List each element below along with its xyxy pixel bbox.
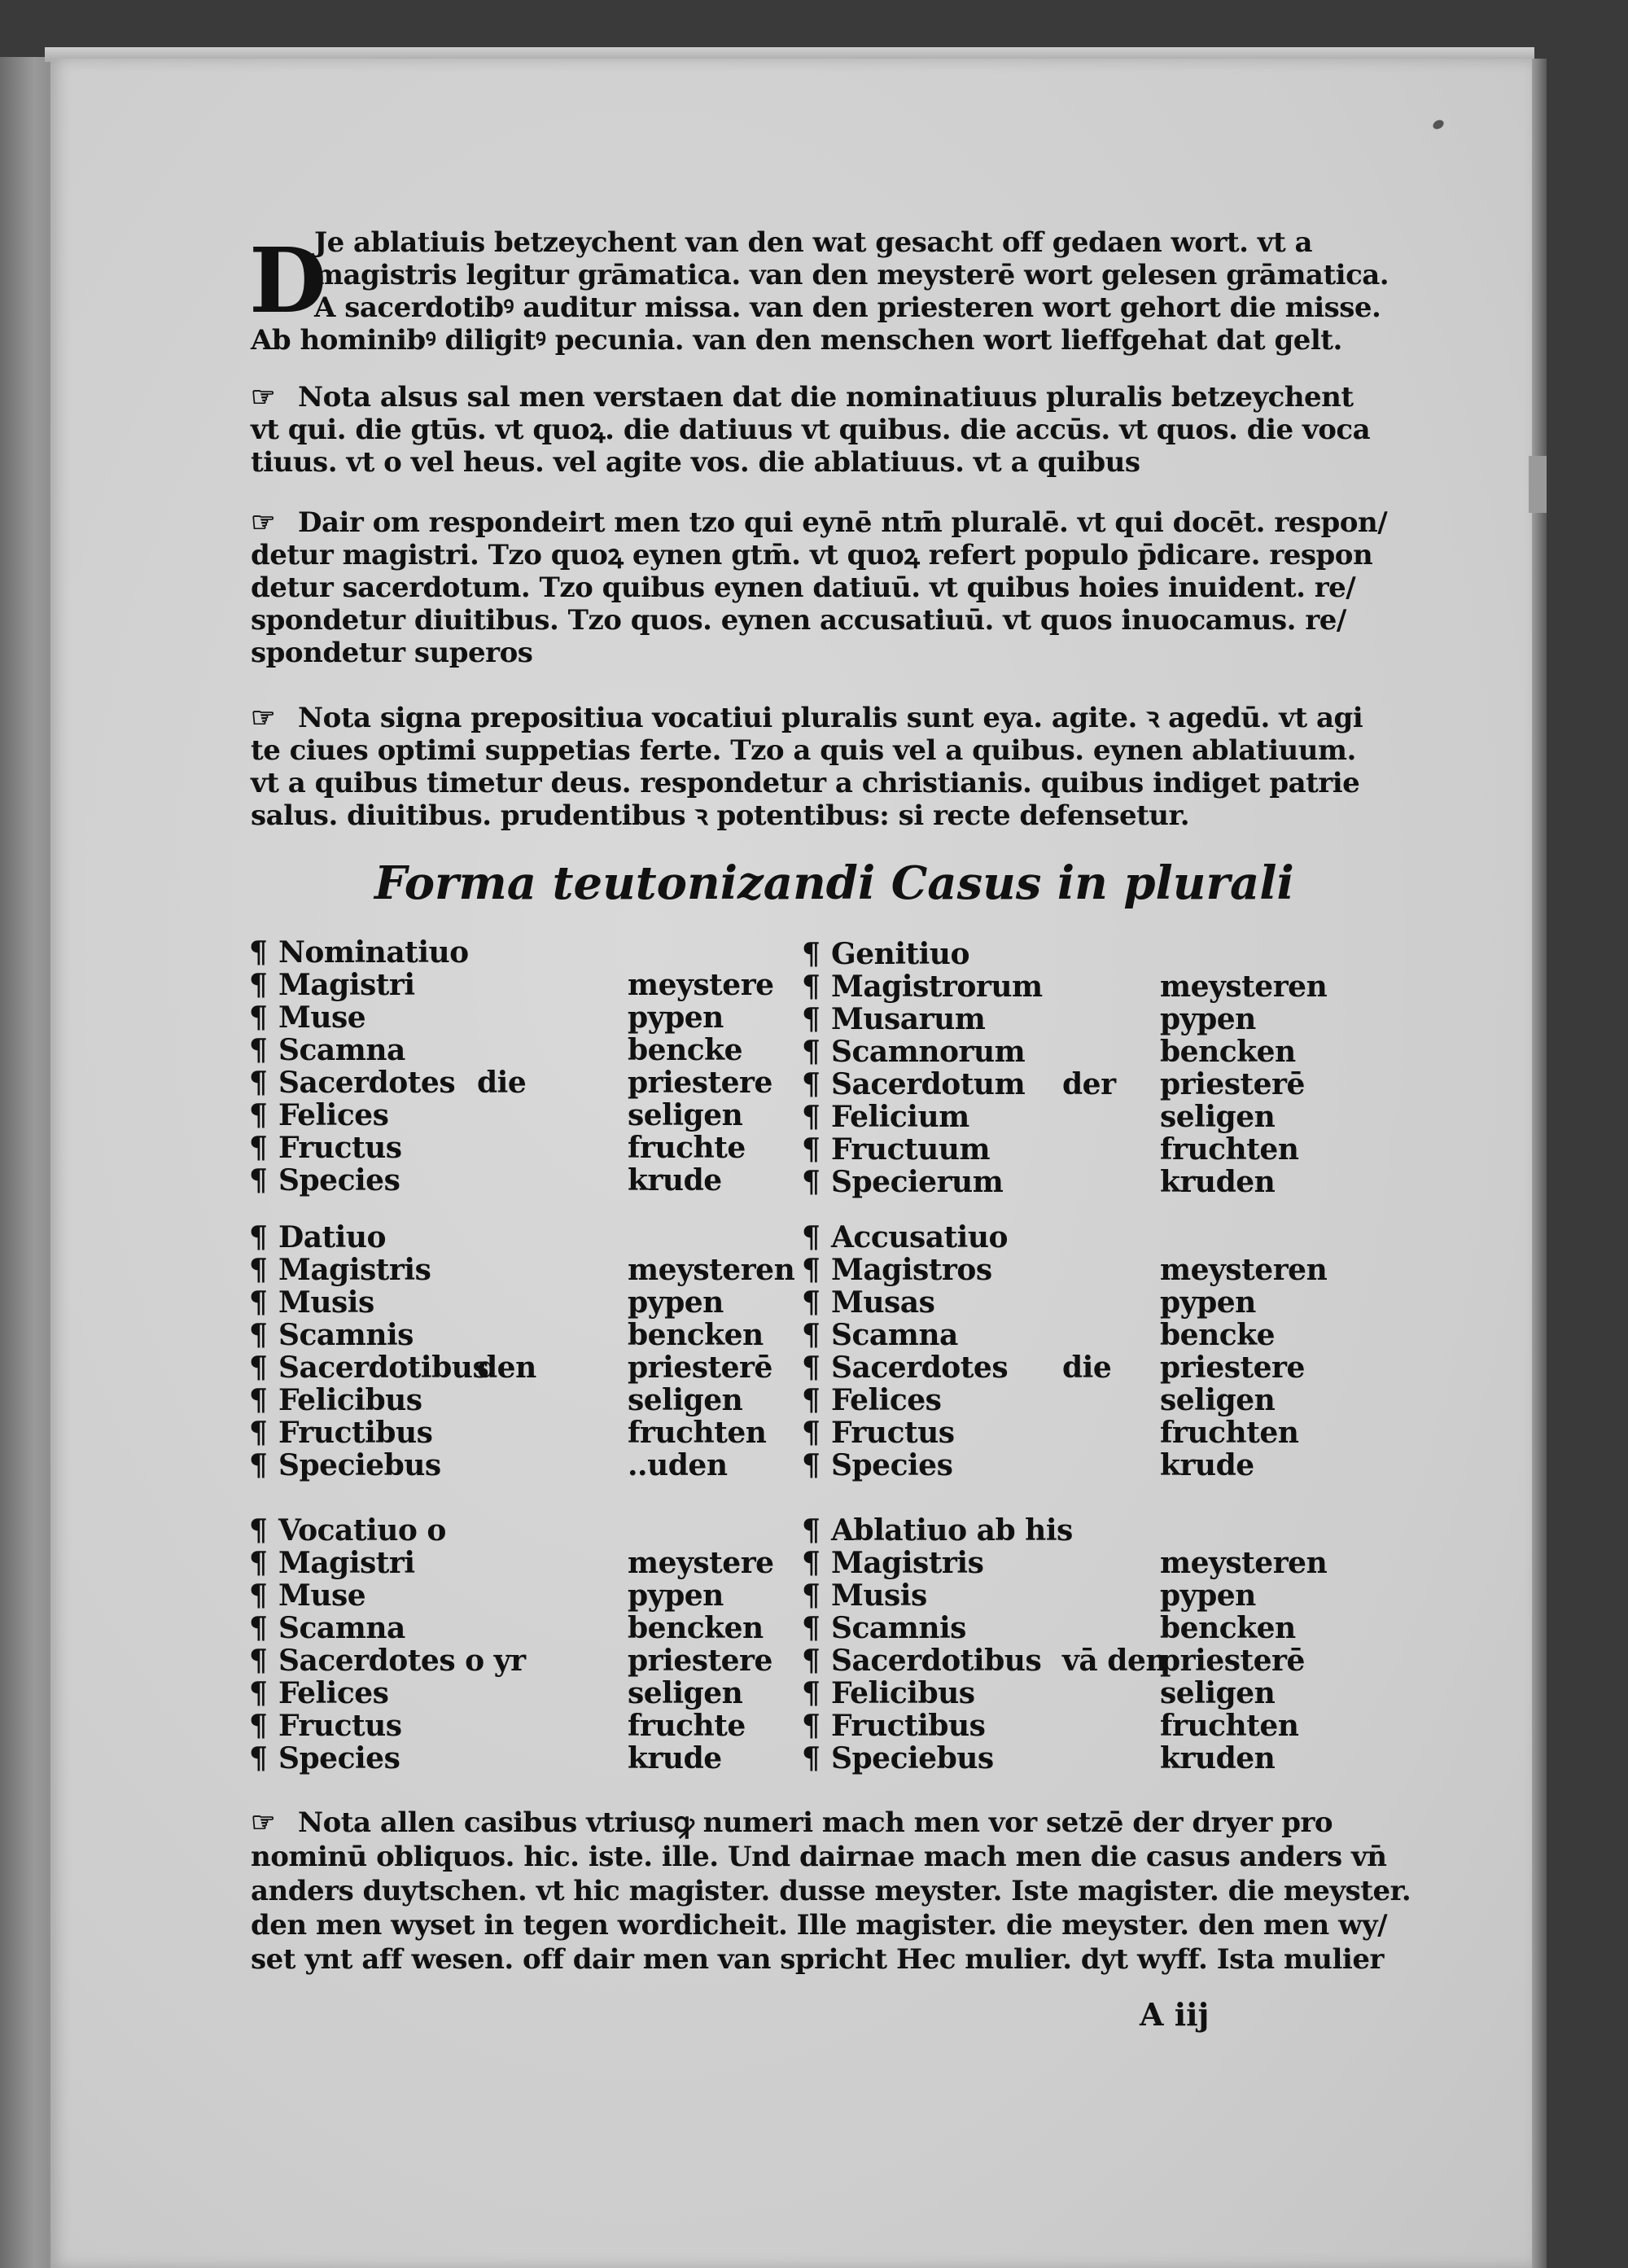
case-row [249, 1644, 770, 1677]
pilcrow-icon: ¶ [802, 1351, 821, 1385]
pilcrow-icon: ¶ [802, 1611, 821, 1645]
case-row [802, 1101, 1323, 1133]
german-translation: meysteren [1160, 1546, 1328, 1580]
german-translation: meystere [628, 968, 774, 1002]
pilcrow-icon: ¶ [249, 1351, 268, 1385]
case-row [249, 1384, 770, 1416]
facing-page-edge [0, 57, 57, 2268]
pilcrow-icon: ¶ [802, 1513, 821, 1548]
german-translation: bencke [1160, 1318, 1276, 1352]
latin-word: ¶ Muse [249, 1000, 366, 1035]
case-row [802, 1351, 1323, 1384]
pilcrow-icon: ¶ [802, 970, 821, 1004]
german-translation: pypen [1160, 1578, 1256, 1613]
german-translation: krude [628, 1741, 722, 1775]
german-translation: priesterē [628, 1351, 772, 1385]
german-translation: meystere [628, 1546, 774, 1580]
pilcrow-icon: ¶ [249, 935, 268, 970]
case-row [802, 1742, 1323, 1775]
case-row [249, 1612, 770, 1644]
text-line: den men wyset in tegen wordicheit. Ille magister. die meyster. den men wy/ [251, 1909, 1388, 1942]
text-line: ☞ Nota alsus sal men verstaen dat die nominatiuus pluralis betzeychent [251, 381, 1354, 414]
pilcrow-icon: ¶ [802, 1220, 821, 1254]
latin-word: ¶ Felicium [802, 1100, 969, 1134]
german-translation: fruchten [628, 1416, 767, 1450]
german-translation: pypen [628, 1285, 724, 1320]
german-translation: priestere [628, 1644, 772, 1678]
case-row [802, 1677, 1323, 1710]
latin-word: ¶ Magistrorum [802, 970, 1043, 1004]
german-translation: pypen [1160, 1285, 1256, 1320]
case-row [249, 1001, 770, 1034]
pilcrow-icon: ¶ [249, 1383, 268, 1417]
pilcrow-icon: ¶ [249, 1709, 268, 1743]
pilcrow-icon: ¶ [802, 1002, 821, 1036]
german-translation: fruchten [1160, 1416, 1299, 1450]
german-translation: seligen [628, 1676, 743, 1710]
text-line: set ynt aff wesen. off dair men van spricht Hec mulier. dyt wyff. Ista mulier [251, 1943, 1384, 1976]
case-row [249, 1034, 770, 1066]
german-translation: fruchten [1160, 1709, 1299, 1743]
latin-word: ¶ Muse [249, 1578, 366, 1613]
latin-word: ¶ Scamnis [249, 1318, 414, 1352]
case-row [249, 1677, 770, 1710]
text-line: ☞ Dair om respondeirt men tzo qui eynē ntm̄ pluralē. vt qui docēt. respon/ [251, 506, 1388, 539]
case-row [249, 1742, 770, 1775]
case-row [249, 1710, 770, 1742]
pilcrow-icon: ¶ [249, 1578, 268, 1613]
text-line: spondetur superos [251, 637, 533, 669]
text-line: ☞ Nota allen casibus vtriusꝙ numeri mach men vor setzē der dryer pro [251, 1806, 1333, 1839]
pilcrow-icon: ¶ [249, 1611, 268, 1645]
case-row [249, 1099, 770, 1132]
pilcrow-icon: ¶ [802, 1709, 821, 1743]
case-row [802, 1253, 1328, 1287]
text-line: te ciues optimi suppetias ferte. Tzo a quis vel a quibus. eynen ablatiuum. [251, 734, 1356, 767]
case-block-genitiuo [802, 937, 1328, 1199]
german-translation: bencken [628, 1611, 764, 1645]
german-translation: bencken [628, 1318, 764, 1352]
german-translation: seligen [628, 1383, 743, 1417]
pilcrow-icon: ¶ [249, 1644, 268, 1678]
latin-word: ¶ Fructus [802, 1416, 955, 1450]
latin-word: ¶ Sacerdotibus [249, 1351, 489, 1385]
german-translation: kruden [1160, 1741, 1276, 1775]
latin-word: ¶ Specierum [802, 1165, 1004, 1199]
latin-word: ¶ Fructuum [802, 1132, 991, 1167]
page-tab [1529, 456, 1547, 513]
text-line: Je ablatiuis betzeychent van den wat gesacht off gedaen wort. vt a [314, 226, 1313, 259]
latin-word: ¶ Scamna [802, 1318, 958, 1352]
paragraph-mark-icon: ☞ [251, 506, 275, 539]
pilcrow-icon: ¶ [249, 1098, 268, 1132]
article: die [1062, 1351, 1112, 1385]
pilcrow-icon: ¶ [802, 1067, 821, 1101]
paragraph-mark-icon: ☞ [251, 381, 275, 414]
latin-word: ¶ Felices [249, 1098, 389, 1132]
latin-word: ¶ Fructibus [802, 1709, 986, 1743]
case-row [802, 1286, 1323, 1319]
case-row [802, 1710, 1323, 1742]
pilcrow-icon: ¶ [249, 1546, 268, 1580]
case-title: ¶ Nominatiuo [249, 935, 469, 970]
german-translation: ..uden [628, 1448, 728, 1482]
pilcrow-icon: ¶ [249, 1253, 268, 1287]
pilcrow-icon: ¶ [249, 1066, 268, 1100]
german-translation: kruden [1160, 1165, 1276, 1199]
latin-word: ¶ Sacerdotibus [802, 1644, 1042, 1678]
article: vā den [1062, 1644, 1167, 1678]
latin-word: ¶ Fructus [249, 1709, 402, 1743]
german-translation: pypen [628, 1000, 724, 1035]
article: der [1062, 1067, 1116, 1101]
latin-word: ¶ Musis [249, 1285, 374, 1320]
case-row [802, 1416, 1323, 1449]
latin-word: ¶ Sacerdotes [249, 1066, 456, 1100]
pilcrow-icon: ¶ [249, 1033, 268, 1067]
text-line: tiuus. vt o vel heus. vel agite vos. die ablatiuus. vt a quibus [251, 446, 1140, 479]
latin-word: ¶ Musis [802, 1578, 927, 1613]
case-title: ¶ Genitiuo [802, 937, 969, 971]
case-row [802, 1579, 1323, 1612]
text-line: vt qui. die gtūs. vt quoꝝ. die datiuus vt quibus. die accūs. vt quos. die voca [251, 414, 1371, 446]
german-translation: pypen [628, 1578, 724, 1613]
case-row [802, 1133, 1323, 1166]
pilcrow-icon: ¶ [249, 1448, 268, 1482]
german-translation: priesterē [1160, 1067, 1305, 1101]
german-translation: seligen [1160, 1383, 1276, 1417]
pilcrow-icon: ¶ [802, 1741, 821, 1775]
latin-word: ¶ Scamna [249, 1033, 405, 1067]
latin-word: ¶ Felices [802, 1383, 942, 1417]
latin-word: ¶ Sacerdotes o yr [249, 1644, 526, 1678]
pilcrow-icon: ¶ [802, 1416, 821, 1450]
case-title: ¶ Accusatiuo [802, 1220, 1009, 1254]
case-row [249, 1066, 770, 1099]
text-line: spondetur diuitibus. Tzo quos. eynen accusatiuū. vt quos inuocamus. re/ [251, 604, 1346, 637]
latin-word: ¶ Musas [802, 1285, 935, 1320]
pilcrow-icon: ¶ [802, 1285, 821, 1320]
case-row [802, 1166, 1323, 1198]
case-row [802, 1035, 1323, 1068]
german-translation: seligen [628, 1098, 743, 1132]
case-row [802, 1319, 1323, 1351]
german-translation: priestere [1160, 1351, 1305, 1385]
german-translation: fruchte [628, 1709, 746, 1743]
case-block-datiuo [249, 1220, 795, 1482]
pilcrow-icon: ¶ [802, 937, 821, 971]
pilcrow-icon: ¶ [802, 1546, 821, 1580]
case-row [249, 968, 774, 1002]
paragraph-dair-om [251, 506, 1388, 669]
case-row [802, 1644, 1323, 1677]
german-translation: seligen [1160, 1100, 1276, 1134]
pilcrow-icon: ¶ [802, 1578, 821, 1613]
case-row [249, 1253, 795, 1287]
paragraph-nota-alsus [251, 381, 1371, 479]
pilcrow-icon: ¶ [802, 1383, 821, 1417]
case-row [802, 1546, 1328, 1580]
paragraph-nota-signa [251, 702, 1363, 832]
case-row [249, 1351, 770, 1384]
german-translation: bencken [1160, 1035, 1296, 1069]
german-translation: pypen [1160, 1002, 1256, 1036]
german-translation: fruchte [628, 1131, 746, 1165]
case-title: ¶ Datiuo [249, 1220, 387, 1254]
text-line: anders duytschen. vt hic magister. dusse meyster. Iste magister. die meyster. [251, 1875, 1411, 1907]
latin-word: ¶ Fructus [249, 1131, 402, 1165]
case-block-nominatiuo [249, 935, 774, 1197]
case-title: ¶ Ablatiuo ab his [802, 1513, 1073, 1548]
pilcrow-icon: ¶ [802, 1448, 821, 1482]
case-row [249, 1319, 770, 1351]
pilcrow-icon: ¶ [802, 1100, 821, 1134]
case-row [249, 1546, 774, 1580]
pilcrow-icon: ¶ [802, 1165, 821, 1199]
latin-word: ¶ Magistris [802, 1546, 984, 1580]
text-line: salus. diuitibus. prudentibus ꝛ potentibus: si recte defensetur. [251, 799, 1190, 832]
case-row [802, 970, 1328, 1004]
latin-word: ¶ Species [249, 1741, 400, 1775]
latin-word: ¶ Felices [249, 1676, 389, 1710]
latin-word: ¶ Species [249, 1163, 400, 1197]
pilcrow-icon: ¶ [802, 1035, 821, 1069]
german-translation: priestere [628, 1066, 772, 1100]
text-line: ☞ Nota signa prepositiua vocatiui pluralis sunt eya. agite. ꝛ agedū. vt agi [251, 702, 1363, 734]
paragraph-mark-icon: ☞ [251, 1806, 275, 1839]
paragraph-ablatiuis [251, 226, 1389, 357]
text-line: detur sacerdotum. Tzo quibus eynen datiuū. vt quibus hoies inuident. re/ [251, 571, 1356, 604]
text-line: magistris legitur grāmatica. van den meysterē wort gelesen grāmatica. [314, 259, 1389, 291]
case-row [802, 1384, 1323, 1416]
latin-word: ¶ Felicibus [802, 1676, 975, 1710]
case-title: ¶ Vocatiuo o [249, 1513, 446, 1548]
pilcrow-icon: ¶ [249, 1416, 268, 1450]
german-translation: bencke [628, 1033, 743, 1067]
signature-mark: A iij [1140, 1996, 1210, 2033]
latin-word: ¶ Magistri [249, 968, 415, 1002]
text-line: A sacerdotibꝰ auditur missa. van den priesteren wort gehort die misse. [314, 291, 1381, 324]
pilcrow-icon: ¶ [802, 1132, 821, 1167]
case-row [802, 1612, 1323, 1644]
section-heading: Forma teutonizandi Casus in plurali [374, 856, 1294, 910]
paragraph-mark-icon: ☞ [251, 702, 275, 734]
text-line: Ab hominibꝰ diligitꝰ pecunia. van den menschen wort lieffgehat dat gelt. [251, 324, 1342, 357]
german-translation: meysteren [628, 1253, 795, 1287]
german-translation: seligen [1160, 1676, 1276, 1710]
latin-word: ¶ Sacerdotum [802, 1067, 1026, 1101]
latin-word: ¶ Scamnis [802, 1611, 966, 1645]
case-row [249, 1132, 770, 1164]
latin-word: ¶ Species [802, 1448, 953, 1482]
latin-word: ¶ Sacerdotes [802, 1351, 1009, 1385]
case-row [802, 1449, 1323, 1482]
case-row [802, 1003, 1323, 1035]
latin-word: ¶ Fructibus [249, 1416, 433, 1450]
case-block-ablatiuo [802, 1513, 1328, 1775]
german-translation: fruchten [1160, 1132, 1299, 1167]
latin-word: ¶ Magistros [802, 1253, 992, 1287]
pilcrow-icon: ¶ [249, 1285, 268, 1320]
german-translation: krude [628, 1163, 722, 1197]
german-translation: priesterē [1160, 1644, 1305, 1678]
pilcrow-icon: ¶ [249, 1131, 268, 1165]
latin-word: ¶ Speciebus [249, 1448, 441, 1482]
german-translation: krude [1160, 1448, 1254, 1482]
latin-word: ¶ Speciebus [802, 1741, 994, 1775]
drop-cap: D [249, 228, 326, 333]
text-line: nominū obliquos. hic. iste. ille. Und dairnae mach men die casus anders vn̄ [251, 1841, 1387, 1873]
pilcrow-icon: ¶ [249, 1220, 268, 1254]
german-translation: meysteren [1160, 970, 1328, 1004]
pilcrow-icon: ¶ [249, 968, 268, 1002]
pilcrow-icon: ¶ [249, 1676, 268, 1710]
case-row [249, 1416, 770, 1449]
pilcrow-icon: ¶ [802, 1676, 821, 1710]
pilcrow-icon: ¶ [249, 1741, 268, 1775]
german-translation: meysteren [1160, 1253, 1328, 1287]
pilcrow-icon: ¶ [802, 1318, 821, 1352]
case-row [249, 1286, 770, 1319]
latin-word: ¶ Scamna [249, 1611, 405, 1645]
paragraph-nota-allen [251, 1806, 1411, 1977]
case-row [249, 1164, 770, 1197]
latin-word: ¶ Scamnorum [802, 1035, 1026, 1069]
text-line: vt a quibus timetur deus. respondetur a christianis. quibus indiget patrie [251, 767, 1360, 799]
pilcrow-icon: ¶ [802, 1644, 821, 1678]
case-row [249, 1579, 770, 1612]
pilcrow-icon: ¶ [249, 1318, 268, 1352]
case-block-accusatiuo [802, 1220, 1328, 1482]
german-translation: bencken [1160, 1611, 1296, 1645]
page-right-edge [1532, 59, 1547, 2268]
case-block-vocatiuo [249, 1513, 774, 1775]
pilcrow-icon: ¶ [249, 1513, 268, 1548]
case-row [249, 1449, 770, 1482]
text-line: detur magistri. Tzo quoꝝ eynen gtm̄. vt quoꝝ refert populo p̄dicare. respon [251, 539, 1373, 571]
latin-word: ¶ Magistri [249, 1546, 415, 1580]
case-row [802, 1068, 1323, 1101]
latin-word: ¶ Felicibus [249, 1383, 422, 1417]
pilcrow-icon: ¶ [249, 1163, 268, 1197]
pilcrow-icon: ¶ [249, 1000, 268, 1035]
latin-word: ¶ Musarum [802, 1002, 986, 1036]
pilcrow-icon: ¶ [802, 1253, 821, 1287]
article: die [477, 1066, 527, 1100]
latin-word: ¶ Magistris [249, 1253, 431, 1287]
article: den [477, 1351, 536, 1385]
